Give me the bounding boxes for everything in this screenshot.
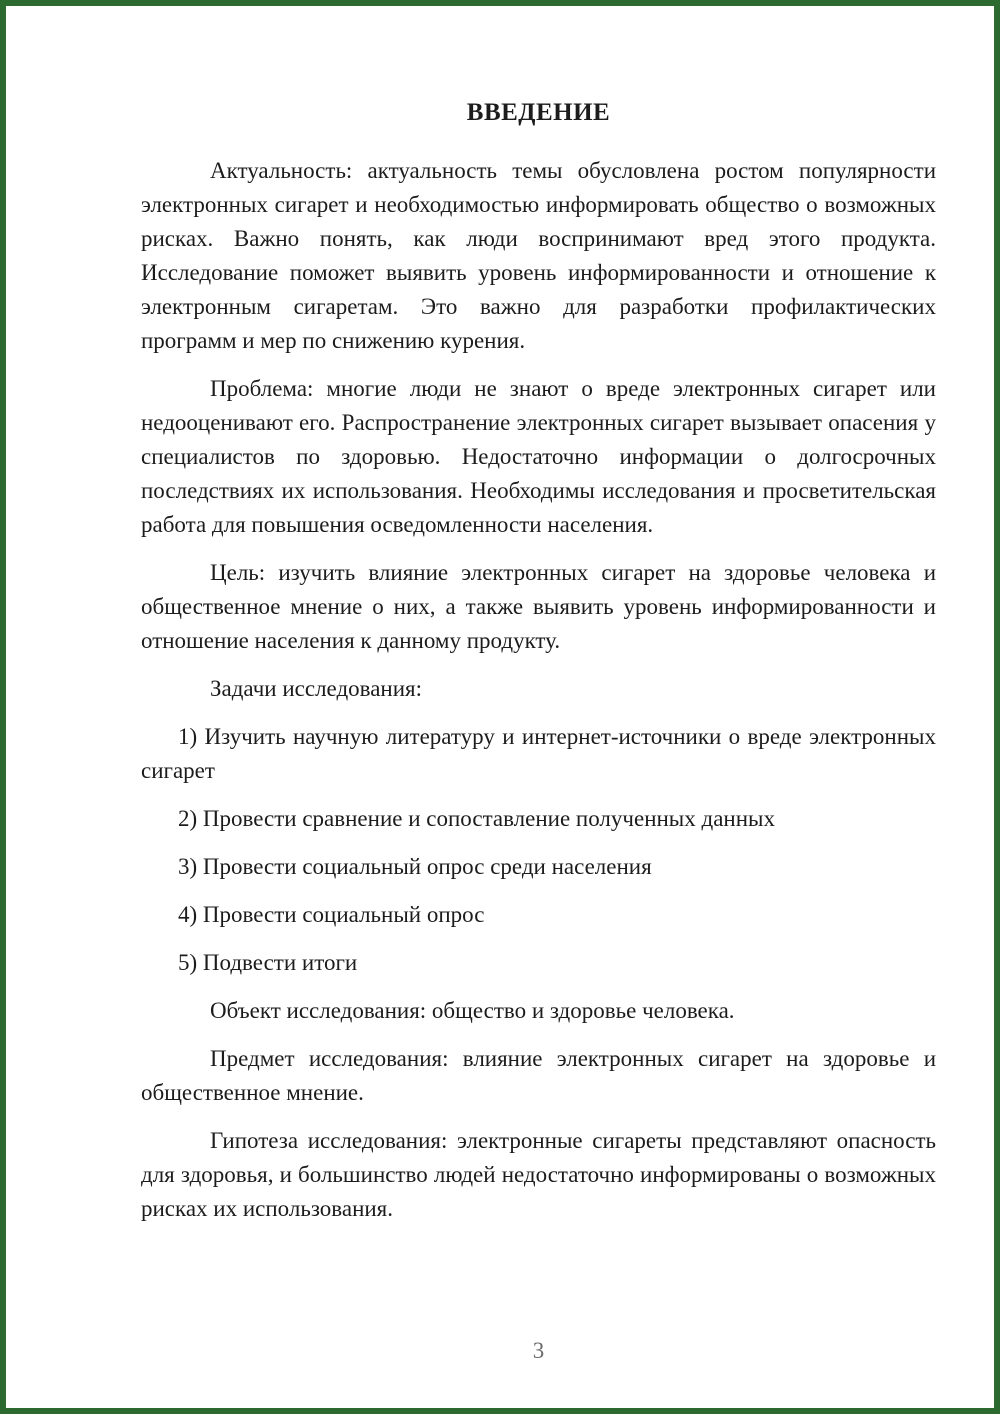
- paragraph-relevance: Актуальность: актуальность темы обусловлена ростом популярности электронных сигарет и необходимостью информировать общество о возможных рисках. Важно понять, как люди воспринимают вред этого продукта. Исследование поможет выявить уровень информированности и отношение к электронным сигаретам. Это важно для разработки профилактических программ и мер по снижению курения.: [141, 158, 936, 353]
- task-item-2: 2) Провести сравнение и сопоставление полученных данных: [178, 806, 775, 831]
- paragraph-object: Объект исследования: общество и здоровье человека.: [210, 998, 735, 1023]
- document-content: [6, 6, 1000, 1240]
- task-item-3: 3) Провести социальный опрос среди населения: [178, 854, 652, 879]
- paragraph-problem: Проблема: многие люди не знают о вреде электронных сигарет или недооценивают его. Распространение электронных сигарет вызывает опасения у специалистов по здоровью. Недостаточно информации о долгосрочных последствиях их использования. Необходимы исследования и просветительская работа для повышения осведомленности населения.: [141, 376, 936, 537]
- task-item-4: 4) Провести социальный опрос: [178, 902, 485, 927]
- page-title: ВВЕДЕНИЕ: [466, 99, 611, 126]
- paragraph-hypothesis: Гипотеза исследования: электронные сигареты представляют опасность для здоровья, и большинство людей недостаточно информированы о возможных рисках их использования.: [141, 1128, 936, 1221]
- task-item-1: 1) Изучить научную литературу и интернет-источники о вреде электронных сигарет: [141, 724, 936, 783]
- paragraph-tasks-heading: Задачи исследования:: [210, 676, 423, 701]
- paragraph-goal: Цель: изучить влияние электронных сигарет на здоровье человека и общественное мнение о них, а также выявить уровень информированности и отношение населения к данному продукту.: [141, 560, 936, 653]
- task-item-5: 5) Подвести итоги: [178, 950, 358, 975]
- page-number: 3: [532, 1338, 545, 1363]
- paragraph-subject: Предмет исследования: влияние электронных сигарет на здоровье и общественное мнение.: [141, 1046, 936, 1105]
